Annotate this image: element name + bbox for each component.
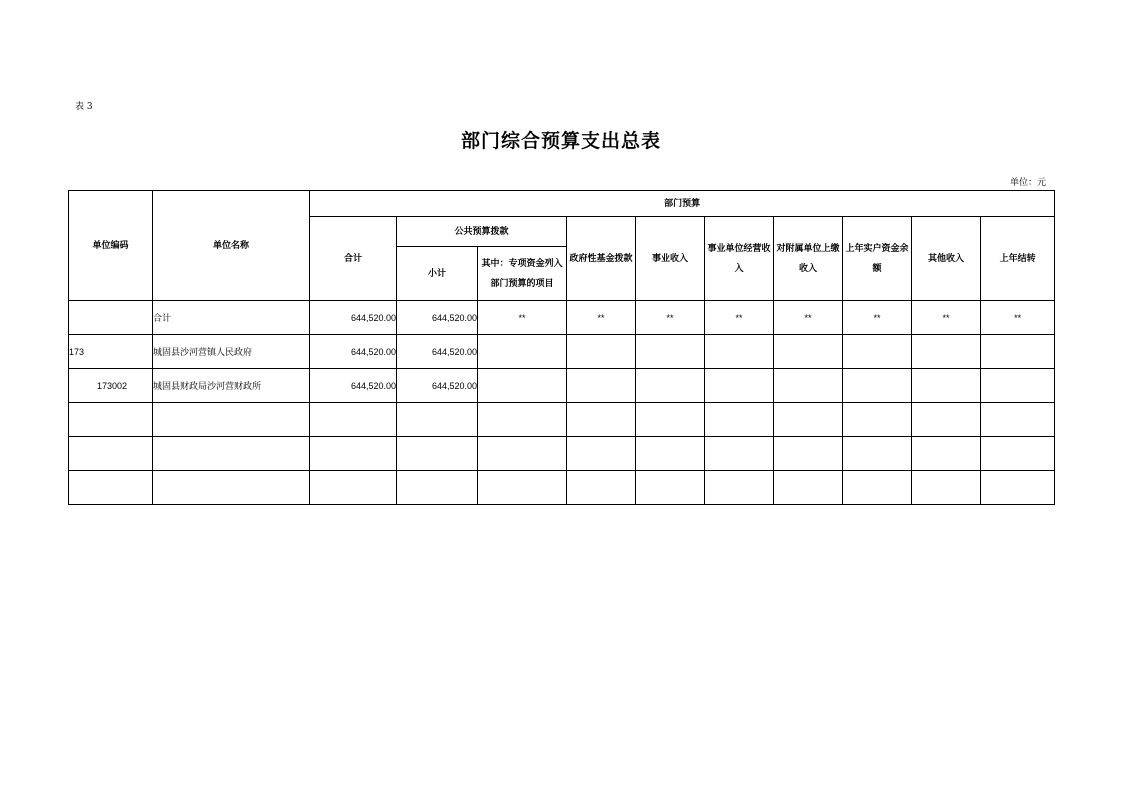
cell-gov-fund [567, 369, 636, 403]
header-total: 合计 [310, 217, 397, 301]
cell-total: 644,520.00 [310, 369, 397, 403]
empty-row [69, 437, 1055, 471]
cell-special [478, 335, 567, 369]
cell-carryover: ** [981, 301, 1055, 335]
cell-other [912, 369, 981, 403]
header-special-funds: 其中：专项资金列入部门预算的项目 [478, 247, 567, 301]
header-business-unit-income: 事业单位经营收入 [705, 217, 774, 301]
cell-other: ** [912, 301, 981, 335]
cell-name: 城固县财政局沙河营财政所 [153, 369, 310, 403]
cell-gov-fund [567, 335, 636, 369]
header-gov-fund: 政府性基金拨款 [567, 217, 636, 301]
header-affiliated-income: 对附属单位上缴收入 [774, 217, 843, 301]
cell-special: ** [478, 301, 567, 335]
cell-total: 644,520.00 [310, 335, 397, 369]
table-row [69, 369, 1055, 403]
header-prior-balance: 上年实户资金余额 [843, 217, 912, 301]
cell-subtotal: 644,520.00 [397, 301, 478, 335]
cell-business: ** [636, 301, 705, 335]
cell-special [478, 369, 567, 403]
cell-biz-unit [705, 369, 774, 403]
header-unit-code: 单位编码 [69, 191, 153, 301]
table-number: 表 3 [75, 102, 93, 112]
header-other-income: 其他收入 [912, 217, 981, 301]
cell-affiliated: ** [774, 301, 843, 335]
unit-label: 单位：元 [1009, 178, 1046, 188]
cell-other [912, 335, 981, 369]
cell-affiliated [774, 335, 843, 369]
header-subtotal: 小计 [397, 247, 478, 301]
cell-prior-balance: ** [843, 301, 912, 335]
cell-business [636, 335, 705, 369]
header-business-income: 事业收入 [636, 217, 705, 301]
cell-name: 合计 [153, 301, 310, 335]
cell-biz-unit [705, 335, 774, 369]
header-unit-name: 单位名称 [153, 191, 310, 301]
cell-biz-unit: ** [705, 301, 774, 335]
cell-code: 173 [69, 335, 153, 369]
page-title: 部门综合预算支出总表 [460, 130, 661, 152]
table-row [69, 335, 1055, 369]
cell-code: 173002 [69, 369, 153, 403]
empty-row [69, 403, 1055, 437]
header-prior-carryover: 上年结转 [981, 217, 1055, 301]
cell-gov-fund: ** [567, 301, 636, 335]
budget-table [68, 190, 1055, 505]
cell-subtotal: 644,520.00 [397, 369, 478, 403]
cell-prior-balance [843, 369, 912, 403]
cell-carryover [981, 369, 1055, 403]
header-public-budget: 公共预算拨款 [397, 217, 567, 247]
cell-code [69, 301, 153, 335]
cell-subtotal: 644,520.00 [397, 335, 478, 369]
empty-row [69, 471, 1055, 505]
cell-carryover [981, 335, 1055, 369]
cell-total: 644,520.00 [310, 301, 397, 335]
cell-business [636, 369, 705, 403]
cell-name: 城固县沙河营镇人民政府 [153, 335, 310, 369]
cell-prior-balance [843, 335, 912, 369]
cell-affiliated [774, 369, 843, 403]
header-dept-budget: 部门预算 [310, 191, 1055, 217]
table-row [69, 301, 1055, 335]
